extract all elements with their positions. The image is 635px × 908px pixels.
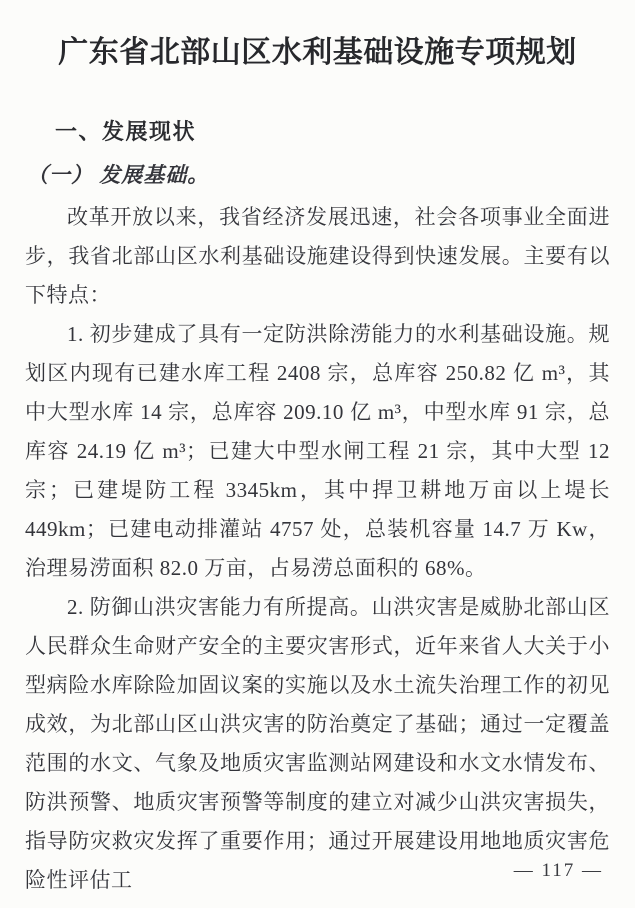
paragraph-intro: 改革开放以来，我省经济发展迅速，社会各项事业全面进步，我省北部山区水利基础设施建设得到快速发展。主要有以下特点：: [25, 205, 610, 307]
subsection-heading: （一） 发展基础。: [27, 163, 210, 187]
page-number: — 117 —: [513, 860, 603, 881]
paragraph-point-1: 1. 初步建成了具有一定防洪除涝能力的水利基础设施。规划区内现有已建水库工程 2408 宗，总库容 250.82 亿 m³，其中大型水库 14 宗，总库容 209.10 亿 m³，中型水库 91 宗，总库容 24.19 亿 m³；已建大中型水闸工程 21 宗，其中大型 12 宗；已建堤防工程 3345km，其中捍卫耕地万亩以上堤长 449km；已建电动排灌站 4757 处，总装机容量 14.7 万 Kw，治理易涝面积 82.0 万亩，占易涝总面积的 68%。: [25, 322, 610, 580]
section-heading: 一、发展现状: [55, 119, 197, 144]
document-title: 广东省北部山区水利基础设施专项规划: [58, 36, 577, 69]
paragraph-point-2: 2. 防御山洪灾害能力有所提高。山洪灾害是威胁北部山区人民群众生命财产安全的主要灾害形式，近年来省人大关于小型病险水库除险加固议案的实施以及水土流失治理工作的初见成效，为北部山区山洪灾害的防治奠定了基础；通过一定覆盖范围的水文、气象及地质灾害监测站网建设和水文水情发布、防洪预警、地质灾害预警等制度的建立对减少山洪灾害损失，指导防灾救灾发挥了重要作用；通过开展建设用地地质灾害危险性评估工: [25, 595, 610, 892]
document-body: [25, 198, 610, 900]
